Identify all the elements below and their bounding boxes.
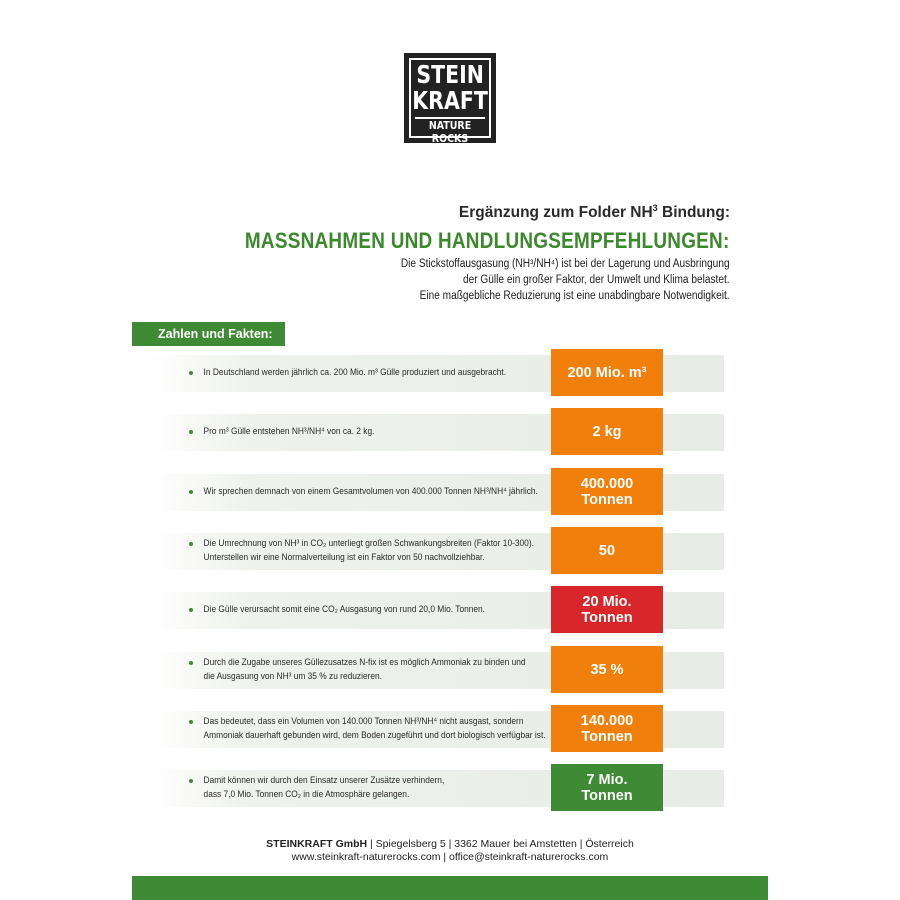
fact-text [193,603,543,617]
logo-text-stein: STEIN [416,60,484,89]
fact-value-badge [551,349,663,396]
intro-line: der Gülle ein großer Faktor, der Umwelt und Klima belastet. [463,274,730,286]
bottom-green-bar [132,876,768,900]
footer-separator: | [440,851,450,863]
intro-line: Eine maßgebliche Reduzierung ist eine unabdingbare Notwendigkeit. [420,290,730,302]
fact-line: Damit können wir durch den Einsatz unserer Zusätze verhindern, [203,775,445,786]
fact-value-line2: Tonnen [581,609,633,626]
supertitle [459,203,730,222]
page-title: MASSNAHMEN UND HANDLUNGSEMPFEHLUNGEN: [245,228,730,253]
supertitle-prefix: Ergänzung zum Folder NH [458,204,653,222]
intro-paragraph [401,256,730,304]
fact-value-line1: 2 kg [592,423,622,440]
fact-value-line2: Tonnen [581,491,633,508]
fact-text [193,485,543,499]
fact-line: Durch die Zugabe unseres Güllezusatzes N-fix ist es möglich Ammoniak zu binden und [203,657,526,668]
footer-address-text: Spiegelsberg 5 | 3362 Mauer bei Amstetten | Österreich [375,838,634,850]
fact-value-badge [551,586,663,633]
supertitle-suffix: Bindung: [657,204,730,222]
fact-line: Das bedeutet, dass ein Volumen von 140.000 Tonnen NH³/NH⁴ nicht ausgast, sondern [203,716,524,727]
fact-value-badge [551,527,663,574]
fact-text [193,656,543,684]
footer-company: STEINKRAFT GmbH [266,838,368,850]
supertitle-superscript: 3 [652,203,658,213]
fact-value-line1: 400.000 [580,475,634,492]
fact-line: Die Umrechnung von NH³ in CO₂ unterliegt großen Schwankungsbreiten (Faktor 10-300). [203,538,534,549]
fact-text [193,537,543,565]
fact-value-line1: 50 [598,542,616,559]
fact-value-line1: 20 Mio. [582,593,632,610]
fact-value-line1: 7 Mio. [586,771,628,788]
section-label-zahlen-und-fakten: Zahlen und Fakten: [132,322,285,346]
footer-contact [0,851,900,863]
fact-lines [193,366,506,380]
fact-value-line2: Tonnen [581,787,633,804]
fact-lines [193,537,534,565]
intro-line: Die Stickstoffausgasung (NH³/NH⁴) ist bei der Lagerung und Ausbringung [401,258,730,270]
fact-value-badge [551,646,663,693]
fact-value-badge [551,705,663,752]
fact-text [193,715,546,743]
steinkraft-logo [404,53,496,143]
fact-lines [193,774,444,802]
footer-website-link[interactable]: www.steinkraft-naturerocks.com [291,851,441,863]
fact-value-badge [551,764,663,811]
fact-lines [193,485,538,499]
fact-lines [193,715,546,743]
fact-line: Unterstellen wir eine Normalverteilung ist ein Faktor von 50 nachvollziehbar. [203,552,485,563]
fact-line: Ammoniak dauerhaft gebunden wird, dem Boden zugeführt und dort biologisch verfügbar ist. [203,730,546,741]
fact-line: In Deutschland werden jährlich ca. 200 Mio. m³ Gülle produziert und ausgebracht. [203,367,507,378]
logo-text-kraft: KRAFT [412,86,488,115]
fact-text [193,425,543,439]
footer-address [0,838,900,850]
logo-frame [409,58,491,145]
fact-lines [193,656,526,684]
fact-value-line1: 200 Mio. m³ [567,364,647,381]
fact-line: die Ausgasung von NH³ um 35 % zu reduzieren. [203,671,383,682]
fact-text [193,366,543,380]
fact-lines [193,603,485,617]
fact-value-line2: Tonnen [581,728,633,745]
fact-value-badge [551,468,663,515]
fact-line: Pro m³ Gülle entstehen NH³/NH⁴ von ca. 2 kg. [203,426,375,437]
fact-line: Die Gülle verursacht somit eine CO₂ Ausgasung von rund 20,0 Mio. Tonnen. [203,604,486,615]
fact-value-badge [551,408,663,455]
footer-email-link[interactable]: office@steinkraft-naturerocks.com [449,851,609,863]
fact-text [193,774,543,802]
fact-value-line1: 35 % [590,661,624,678]
footer-separator: | [367,838,376,850]
logo-text-nature-rocks: NATURE ROCKS [415,117,485,146]
fact-line: Wir sprechen demnach von einem Gesamtvolumen von 400.000 Tonnen NH³/NH⁴ jährlich. [203,486,538,497]
fact-line: dass 7,0 Mio. Tonnen CO₂ in die Atmosphäre gelangen. [203,789,410,800]
fact-value-line1: 140.000 [580,712,634,729]
fact-lines [193,425,374,439]
